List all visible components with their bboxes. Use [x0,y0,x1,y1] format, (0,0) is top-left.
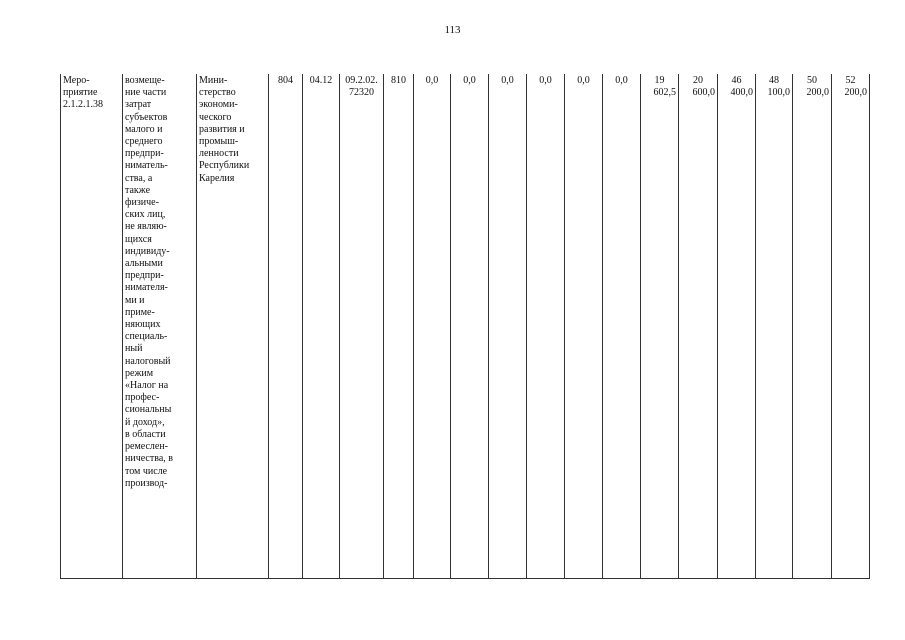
executor-line: развития и [199,123,245,135]
amount-cell [641,74,679,579]
name-line: производ- [125,477,168,489]
event-line: 2.1.2.1.38 [63,99,103,111]
amount-line: 20 [693,75,703,86]
name-line: ниматель- [125,160,168,172]
name-line: субъектов [125,111,168,123]
name-line: ми и [125,294,145,306]
name-line: также [125,184,151,196]
name-line: сиональны [125,404,172,416]
name-line: затрат [125,99,152,111]
name-line: налоговый [125,355,171,367]
name-line: специаль- [125,331,168,343]
name-line: профес- [125,392,160,404]
name-line: альными [125,258,163,270]
executor-line: Карелия [199,172,235,184]
zero-value-cell: 0,0 [527,74,565,579]
name-line: малого и [125,123,163,135]
csr-line: 72320 [349,87,374,99]
executor-cell [197,74,269,579]
budget-table [60,74,870,579]
name-line: предпри- [125,148,164,160]
executor-line: Мини- [199,75,228,86]
zero-value-cell: 0,0 [603,74,641,579]
name-line: ние части [125,87,167,99]
executor-line: Республики [199,160,250,172]
csr-cell [340,74,384,579]
amount-line: 602,5 [653,87,676,99]
event-number-cell [61,74,123,579]
name-line: «Налог на [125,380,169,392]
page-number: 113 [444,24,461,36]
zero-value-cell: 0,0 [451,74,489,579]
name-line: возмеще- [125,75,165,86]
name-line: ства, а [125,172,153,184]
amount-line: 200,0 [844,87,867,99]
name-line: ремеслен- [125,441,169,453]
amount-line: 46 [731,75,742,86]
name-line: том числе [125,465,168,477]
name-line: режим [125,367,154,379]
vr-cell: 810 [384,74,414,579]
amount-line: 48 [769,75,779,86]
zero-value-cell: 0,0 [414,74,451,579]
executor-line: ческого [199,111,232,123]
name-line: индивиду- [125,245,170,257]
table-row [61,74,870,579]
grbs-cell: 804 [269,74,303,579]
name-line: предпри- [125,270,164,282]
name-line: среднего [125,136,163,148]
executor-line: ленности [199,148,239,160]
executor-line: стерство [199,87,236,99]
amount-cell [718,74,756,579]
amount-line: 600,0 [692,87,715,99]
name-line: ничества, в [125,453,173,465]
name-line: приме- [125,306,155,318]
name-line: ный [125,343,143,355]
event-name-cell [123,74,197,579]
name-line: нимателя- [125,282,168,294]
amount-line: 100,0 [767,87,790,99]
name-line: в области [125,428,166,440]
amount-cell [793,74,832,579]
amount-line: 19 [654,75,665,86]
zero-value-cell: 0,0 [565,74,603,579]
executor-line: экономи- [199,99,238,111]
name-line: физиче- [125,197,159,209]
amount-cell [832,74,870,579]
amount-line: 400,0 [730,87,753,99]
name-line: не являю- [125,221,167,233]
executor-line: промыш- [199,136,239,148]
rzpr-cell: 04.12 [303,74,340,579]
amount-line: 50 [807,75,817,86]
amount-line: 200,0 [806,87,829,99]
zero-value-cell: 0,0 [489,74,527,579]
amount-line: 52 [845,75,856,86]
name-line: й доход», [125,416,165,428]
event-line: Меро- [63,75,90,86]
event-line: приятие [63,87,98,99]
name-line: ских лиц, [125,209,166,221]
amount-cell [756,74,793,579]
csr-line: 09.2.02. [345,75,378,86]
name-line: щихся [125,233,152,245]
name-line: няющих [125,319,161,331]
amount-cell [679,74,718,579]
